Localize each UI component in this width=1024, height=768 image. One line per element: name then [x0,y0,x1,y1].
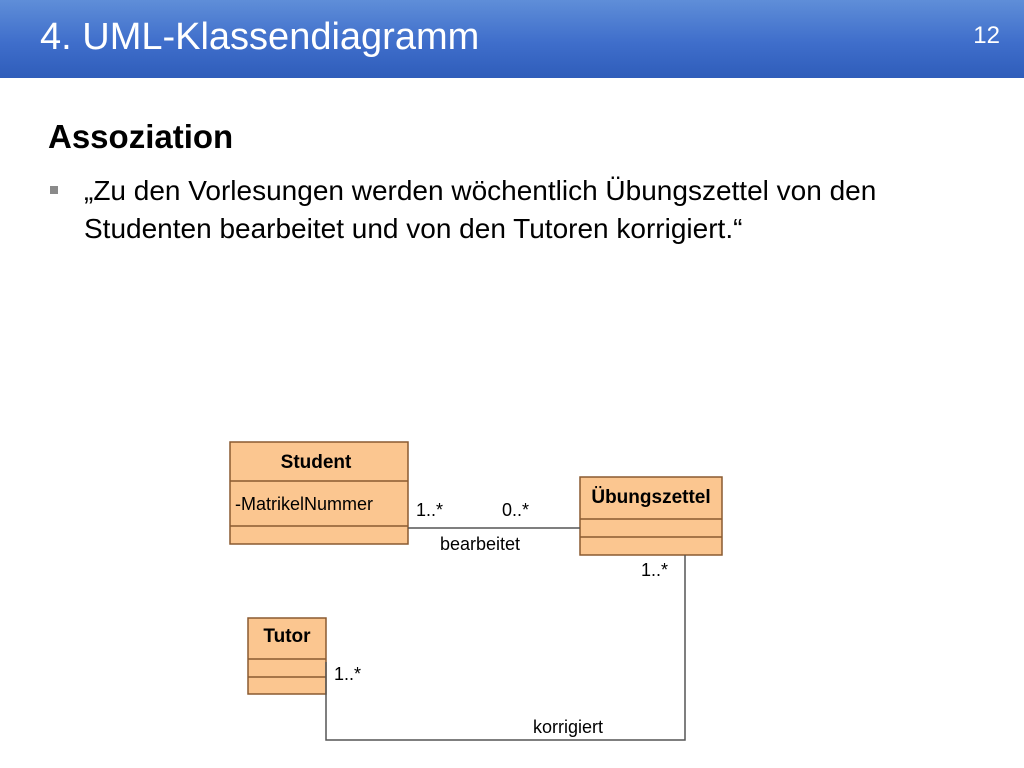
multiplicity-uebungszettel-korrigiert: 1..* [641,560,669,580]
page-number: 12 [973,22,1000,49]
association-bearbeitet [408,500,580,554]
bullet-text: „Zu den Vorlesungen werden wöchentlich Übungszettel von den Studenten bearbeitet und von den Tutoren korrigiert.“ [84,175,877,244]
class-student-name: Student [280,452,352,473]
association-korrigiert-line [326,555,685,740]
class-uebungszettel-name: Übungszettel [591,487,711,508]
multiplicity-uebungszettel-bearbeitet: 0..* [502,500,530,520]
class-student [230,442,408,544]
class-tutor [248,618,326,694]
association-korrigiert [326,555,685,740]
class-student-attribute: -MatrikelNummer [235,494,374,514]
multiplicity-student-bearbeitet: 1..* [416,500,444,520]
slide-title: 4. UML-Klassendiagramm [40,16,480,58]
class-uebungszettel [580,477,722,555]
section-heading: Assoziation [48,118,234,155]
association-bearbeitet-label: bearbeitet [440,534,521,554]
association-korrigiert-label: korrigiert [533,717,604,737]
multiplicity-tutor-korrigiert: 1..* [334,664,362,684]
class-tutor-name: Tutor [263,626,311,647]
